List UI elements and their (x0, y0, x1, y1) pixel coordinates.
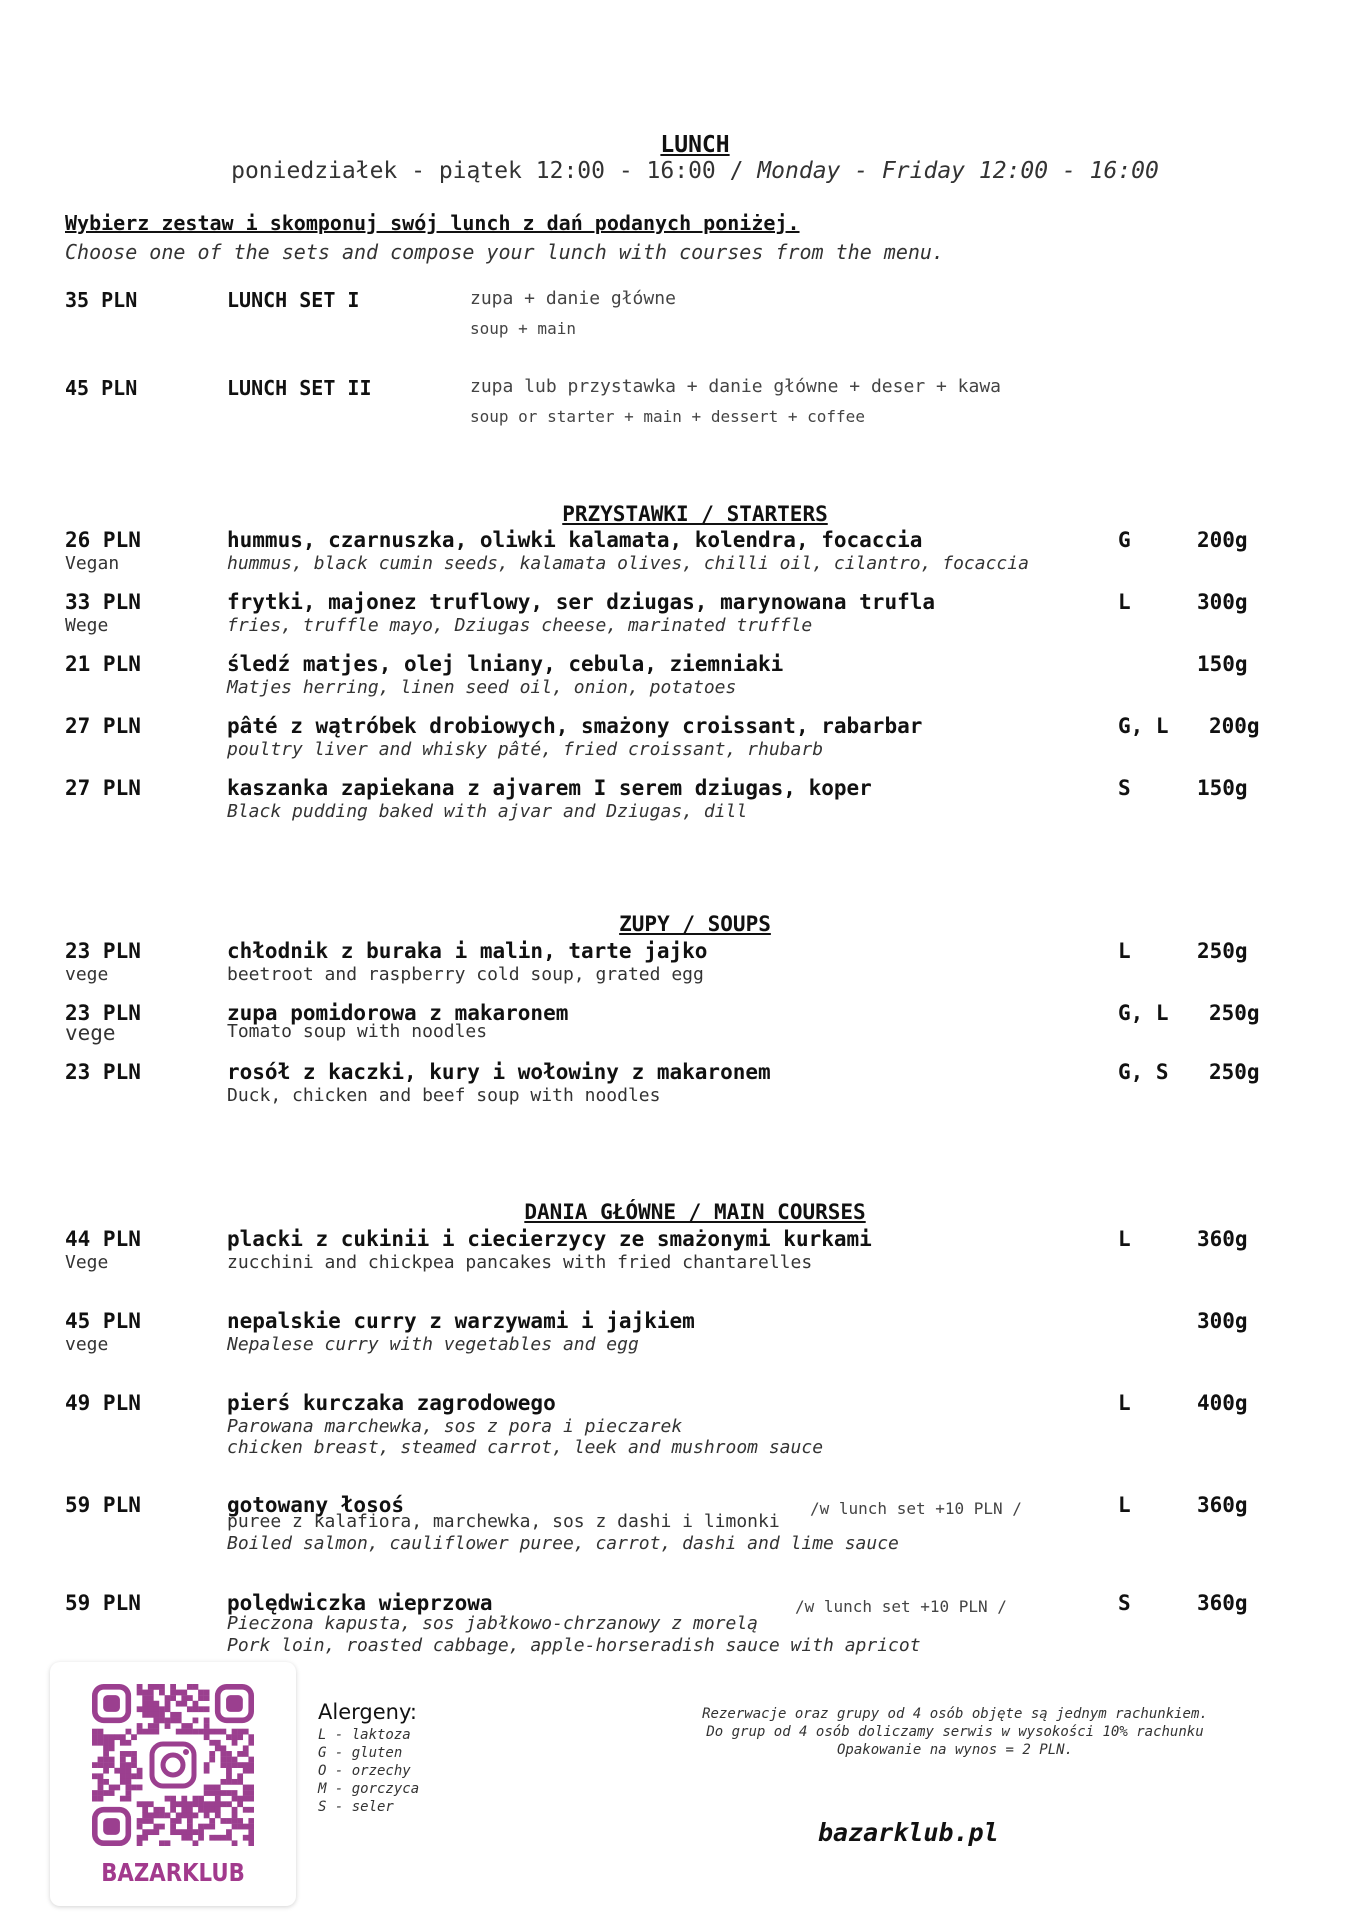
item-weight: 250g (1197, 939, 1248, 963)
item-desc: Pieczona kapusta, sos jabłkowo-chrzanowy z morelą (227, 1613, 759, 1634)
item-weight: 400g (1197, 1391, 1248, 1415)
item-name: chłodnik z buraka i malin, tarte jajko (227, 939, 708, 963)
allergen-entry: S - seler (318, 1799, 394, 1815)
soup-item (65, 1060, 1295, 1120)
lunch-set-surcharge: /w lunch set +10 PLN / (810, 1499, 1022, 1518)
item-price: 21 PLN (65, 652, 141, 676)
item-price: 23 PLN (65, 1060, 141, 1084)
soup-item (65, 1001, 1295, 1061)
main-item (65, 1493, 1295, 1573)
item-desc-en: chicken breast, steamed carrot, leek and mushroom sauce (227, 1437, 824, 1458)
note-line: Do grup od 4 osób doliczamy serwis w wysokości 10% rachunku (706, 1724, 1204, 1740)
qr-code[interactable] (92, 1684, 254, 1846)
allergen-legend (318, 1700, 419, 1816)
item-desc: zucchini and chickpea pancakes with fried chantarelles (227, 1252, 813, 1273)
set-name: LUNCH SET I (227, 288, 360, 312)
qr-finder-pattern (218, 1687, 252, 1721)
item-weight: 150g (1197, 776, 1248, 800)
item-weight: 150g (1197, 652, 1248, 676)
lunch-set-surcharge: /w lunch set +10 PLN / (795, 1597, 1007, 1616)
item-desc: Tomato soup with noodles (227, 1021, 488, 1042)
set-desc-pl: zupa + danie główne (470, 288, 676, 309)
item-price: 33 PLN (65, 590, 141, 614)
item-allergens: S (1118, 776, 1131, 800)
item-name: hummus, czarnuszka, oliwki kalamata, kolendra, focaccia (227, 528, 923, 552)
starter-item (65, 528, 1295, 588)
item-price: 59 PLN (65, 1591, 141, 1615)
item-name: nepalskie curry z warzywami i jajkiem (227, 1309, 695, 1333)
soup-item (65, 939, 1295, 999)
main-item (65, 1227, 1295, 1287)
starter-item (65, 714, 1295, 774)
item-desc: Black pudding baked with ajvar and Dziugas, dill (227, 801, 748, 822)
item-desc: hummus, black cumin seeds, kalamata olives, chilli oil, cilantro, focaccia (227, 553, 1029, 574)
set-price: 35 PLN (65, 288, 138, 312)
main-item (65, 1391, 1295, 1471)
item-desc-en: Boiled salmon, cauliflower puree, carrot, dashi and lime sauce (227, 1533, 899, 1554)
item-price: 26 PLN (65, 528, 141, 552)
qr-finder-pattern (95, 1687, 129, 1721)
item-name: śledź matjes, olej lniany, cebula, ziemniaki (227, 652, 784, 676)
set-name: LUNCH SET II (227, 376, 372, 400)
allergen-entry: G - gluten (318, 1745, 403, 1761)
item-desc: fries, truffle mayo, Dziugas cheese, marinated truffle (227, 615, 813, 636)
main-item (65, 1309, 1295, 1369)
item-tag: vege (65, 1021, 116, 1045)
item-weight: 300g (1197, 1309, 1248, 1333)
item-tag: Vege (65, 1252, 109, 1273)
service-notes (650, 1705, 1260, 1759)
item-desc: Matjes herring, linen seed oil, onion, potatoes (227, 677, 737, 698)
qr-code-card[interactable] (50, 1662, 296, 1906)
item-name: zupa pomidorowa z makaronem (227, 1001, 569, 1025)
item-allergens: G, S (1118, 1060, 1169, 1084)
item-name: kaszanka zapiekana z ajvarem I serem dziugas, koper (227, 776, 872, 800)
item-allergens: L (1118, 1227, 1131, 1251)
item-desc: puree z kalafiora, marchewka, sos z dashi i limonki (227, 1511, 780, 1532)
intro-pl: Wybierz zestaw i skomponuj swój lunch z dań podanych poniżej. (65, 211, 800, 235)
item-price: 23 PLN (65, 939, 141, 963)
item-name: pierś kurczaka zagrodowego (227, 1391, 556, 1415)
item-weight: 360g (1197, 1493, 1248, 1517)
allergen-entry: O - orzechy (318, 1763, 411, 1779)
item-weight: 300g (1197, 590, 1248, 614)
item-allergens: G (1118, 528, 1131, 552)
instagram-icon (148, 1740, 198, 1790)
starter-item (65, 590, 1295, 650)
item-allergens: L (1118, 939, 1131, 963)
item-weight: 360g (1197, 1591, 1248, 1615)
item-name: pâté z wątróbek drobiowych, smażony croissant, rabarbar (227, 714, 923, 738)
allergen-entry: L - laktoza (318, 1727, 411, 1743)
note-line: Rezerwacje oraz grupy od 4 osób objęte są jednym rachunkiem. (702, 1706, 1208, 1722)
qr-finder-pattern (95, 1810, 129, 1844)
main-item (65, 1591, 1295, 1671)
item-name: gotowany łosoś (227, 1493, 405, 1517)
soups-title: ZUPY / SOUPS (619, 912, 771, 936)
item-price: 59 PLN (65, 1493, 141, 1517)
mains-title: DANIA GŁÓWNE / MAIN COURSES (524, 1200, 866, 1224)
item-price: 23 PLN (65, 1001, 141, 1025)
intro-en: Choose one of the sets and compose your lunch with courses from the menu. (65, 240, 944, 264)
set-price: 45 PLN (65, 376, 138, 400)
item-desc: poultry liver and whisky pâté, fried croissant, rhubarb (227, 739, 824, 760)
set-desc-en: soup + main (470, 319, 576, 338)
item-weight: 250g (1209, 1001, 1260, 1025)
item-allergens: L (1118, 1391, 1131, 1415)
item-desc-en: Pork loin, roasted cabbage, apple-horseradish sauce with apricot (227, 1635, 921, 1656)
item-price: 49 PLN (65, 1391, 141, 1415)
brand-logo: BAZARKLUB (101, 1858, 245, 1887)
item-name: polędwiczka wieprzowa (227, 1591, 493, 1615)
note-line: Opakowanie na wynos = 2 PLN. (836, 1742, 1073, 1758)
item-price: 27 PLN (65, 714, 141, 738)
hours-en: Monday - Friday 12:00 - 16:00 (757, 158, 1159, 184)
website-link[interactable]: bazarklub.pl (818, 1818, 999, 1847)
starter-item (65, 776, 1295, 836)
item-tag: vege (65, 964, 109, 985)
lunch-hours (0, 158, 1358, 184)
item-price: 44 PLN (65, 1227, 141, 1251)
item-tag: Vegan (65, 553, 120, 574)
item-price: 27 PLN (65, 776, 141, 800)
starter-item (65, 652, 1295, 712)
set-desc-pl: zupa lub przystawka + danie główne + deser + kawa (470, 376, 1002, 397)
item-weight: 250g (1209, 1060, 1260, 1084)
item-name: frytki, majonez truflowy, ser dziugas, marynowana trufla (227, 590, 936, 614)
item-name: placki z cukinii i ciecierzycy ze smażonymi kurkami (227, 1227, 872, 1251)
allergen-legend-title: Alergeny: (318, 1700, 417, 1724)
item-allergens: L (1118, 1493, 1131, 1517)
item-name: rosół z kaczki, kury i wołowiny z makaronem (227, 1060, 771, 1084)
item-allergens: L (1118, 590, 1131, 614)
item-weight: 200g (1197, 528, 1248, 552)
item-allergens: S (1118, 1591, 1131, 1615)
item-allergens: G, L (1118, 1001, 1169, 1025)
item-weight: 200g (1209, 714, 1260, 738)
allergen-entry: M - gorczyca (318, 1781, 420, 1797)
item-weight: 360g (1197, 1227, 1248, 1251)
item-price: 45 PLN (65, 1309, 141, 1333)
item-desc: Parowana marchewka, sos z pora i pieczarek (227, 1416, 683, 1437)
starters-title: PRZYSTAWKI / STARTERS (562, 502, 828, 526)
item-tag: Wege (65, 615, 109, 636)
set-desc-en: soup or starter + main + dessert + coffee (470, 407, 865, 426)
lunch-title: LUNCH (660, 132, 730, 158)
item-desc: beetroot and raspberry cold soup, grated egg (227, 964, 704, 985)
item-tag: vege (65, 1334, 109, 1355)
hours-pl: poniedziałek - piątek 12:00 - 16:00 / (231, 158, 758, 184)
item-desc: Nepalese curry with vegetables and egg (227, 1334, 639, 1355)
item-allergens: G, L (1118, 714, 1169, 738)
item-desc: Duck, chicken and beef soup with noodles (227, 1085, 661, 1106)
